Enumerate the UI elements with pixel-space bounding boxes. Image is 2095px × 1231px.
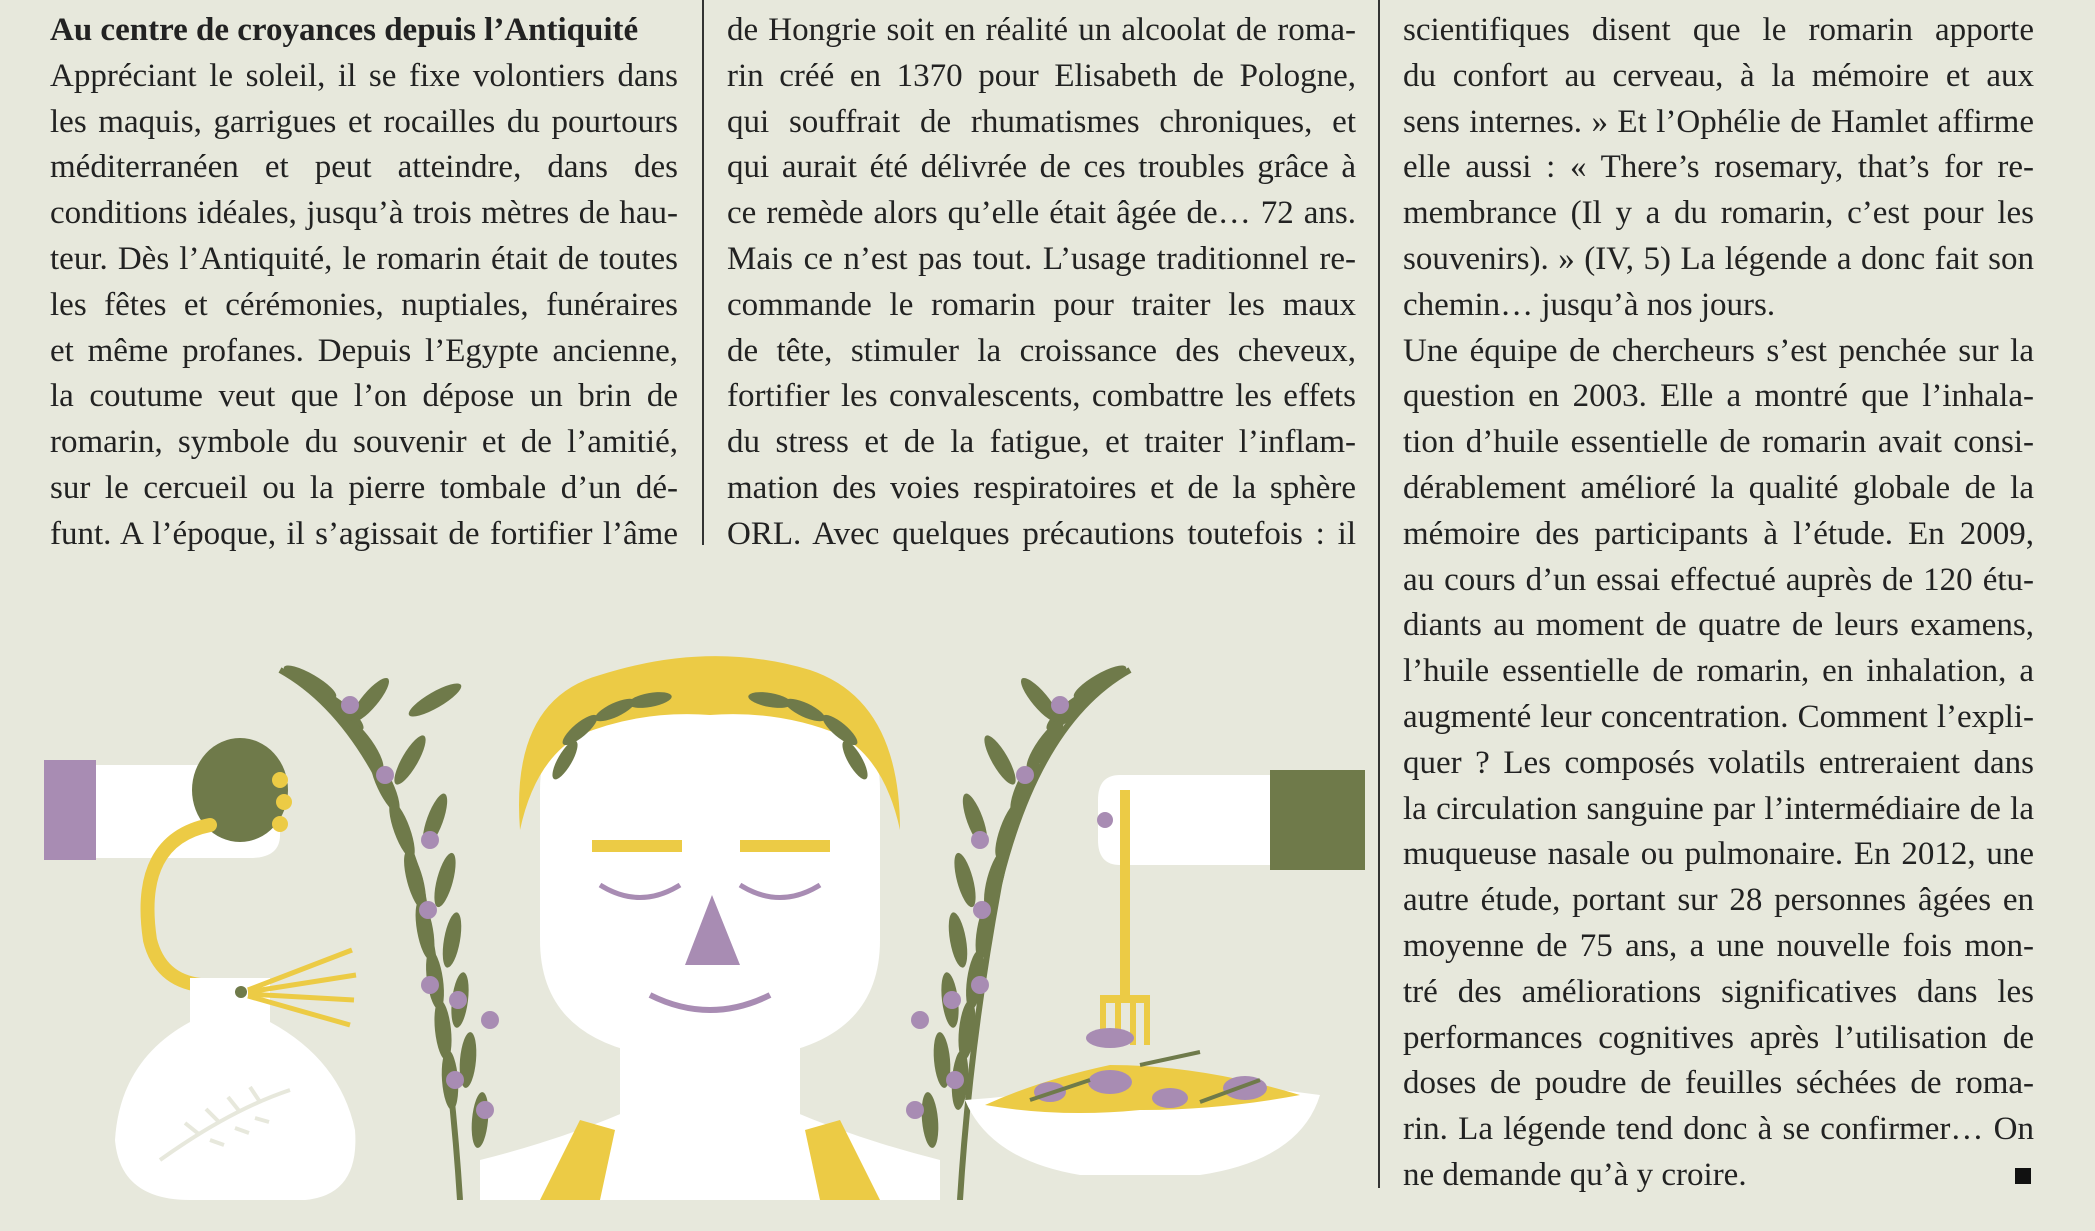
column-divider-1 (702, 0, 704, 545)
text-line: Appréciant le soleil, il se fixe volontiers dans (50, 57, 678, 94)
face-icon (480, 656, 940, 1200)
text-line: dérablement amélioré la qualité globale de la (1403, 469, 2034, 506)
text-line: l’huile essentielle de romarin, en inhalation, a (1403, 653, 2034, 690)
text-line: augmenté leur concentration. Comment l’expli- (1403, 698, 2034, 735)
text-line: qui souffrait de rhumatismes chroniques, et (727, 103, 1356, 140)
text-line: Mais ce n’est pas tout. L’usage traditionnel re- (727, 240, 1356, 277)
text-line: chemin… jusqu’à nos jours. (1403, 286, 1776, 323)
text-line: mémoire des participants à l’étude. En 2009, (1403, 515, 2034, 552)
end-of-article-mark (2015, 1168, 2031, 1184)
text-line: tré des améliorations significatives dans les (1403, 973, 2034, 1010)
column-1-paragraph (50, 54, 678, 558)
text-line: conditions idéales, jusqu’à trois mètres de hau- (50, 195, 678, 232)
text-line: diants au moment de quatre de leurs examens, (1403, 607, 2034, 644)
text-line: méditerranéen et peut atteindre, dans des (50, 149, 678, 186)
article-column-1 (50, 8, 678, 558)
text-line: funt. A l’époque, il s’agissait de fortifier l’âme (50, 515, 678, 552)
text-line: tion d’huile essentielle de romarin avait consi- (1403, 424, 2034, 461)
column-2-paragraph (727, 8, 1356, 558)
text-line: qui aurait été délivrée de ces troubles grâce à (727, 149, 1356, 186)
text-line: fortifier les convalescents, combattre les effets (727, 378, 1356, 415)
text-line: du confort au cerveau, à la mémoire et aux (1403, 57, 2034, 94)
text-line: mation des voies respiratoires et de la sphère (727, 469, 1356, 506)
text-line: les fêtes et cérémonies, nuptiales, funéraires (50, 286, 678, 323)
text-line: quer ? Les composés volatils entreraient dans (1403, 744, 2034, 781)
rosemary-illustration (40, 640, 1370, 1200)
column-3-paragraph-1 (1403, 8, 2034, 329)
text-line: muqueuse nasale ou pulmonaire. En 2012, une (1403, 836, 2034, 873)
text-line: performances cognitives après l’utilisation de (1403, 1019, 2034, 1056)
text-line: sens internes. » Et l’Ophélie de Hamlet affirme (1403, 103, 2034, 140)
text-line: ORL. Avec quelques précautions toutefois : il (727, 515, 1356, 552)
text-line: au cours d’un essai effectué auprès de 120 étu- (1403, 561, 2034, 598)
text-line: ce remède alors qu’elle était âgée de… 72 ans. (727, 195, 1356, 232)
text-line: Une équipe de chercheurs s’est penchée sur la (1403, 332, 2034, 369)
hand-icon (1098, 770, 1365, 870)
text-line: question en 2003. Elle a montré que l’inhala- (1403, 378, 2034, 415)
text-line: elle aussi : « There’s rosemary, that’s for re- (1403, 149, 2034, 186)
text-line: scientifiques disent que le romarin apporte (1403, 12, 2034, 48)
text-line: souvenirs). » (IV, 5) La légende a donc fait son (1403, 240, 2034, 277)
text-line: de Hongrie soit en réalité un alcoolat de roma- (727, 12, 1356, 48)
text-line: autre étude, portant sur 28 personnes âgées en (1403, 882, 2034, 919)
article-column-3 (1403, 8, 2034, 1199)
text-line: sur le cercueil ou la pierre tombale d’un dé- (50, 469, 678, 506)
text-line: du stress et de la fatigue, et traiter l’inflam- (727, 424, 1356, 461)
section-heading: Au centre de croyances depuis l’Antiquité (50, 12, 639, 48)
text-line: commande le romarin pour traiter les maux (727, 286, 1356, 323)
text-line: moyenne de 75 ans, a une nouvelle fois mon- (1403, 927, 2034, 964)
text-line: la coutume veut que l’on dépose un brin de (50, 378, 678, 415)
text-line: teur. Dès l’Antiquité, le romarin était de toutes (50, 240, 678, 277)
text-line: de tête, stimuler la croissance des cheveux, (727, 332, 1356, 369)
text-line: ne demande qu’à y croire. (1403, 1156, 1747, 1193)
text-line: rin. La légende tend donc à se confirmer… On (1403, 1111, 2034, 1148)
text-line: doses de poudre de feuilles séchées de roma- (1403, 1065, 2034, 1102)
text-line: et même profanes. Depuis l’Egypte ancienne, (50, 332, 678, 369)
column-divider-2 (1378, 0, 1380, 1188)
text-line: les maquis, garrigues et rocailles du pourtours (50, 103, 678, 140)
text-line: romarin, symbole du souvenir et de l’amitié, (50, 424, 678, 461)
column-3-paragraph-2 (1403, 329, 2034, 1199)
text-line: la circulation sanguine par l’intermédiaire de la (1403, 790, 2034, 827)
article-column-2 (727, 8, 1356, 558)
text-line: rin créé en 1370 pour Elisabeth de Pologne, (727, 57, 1356, 94)
pasta-plate-icon (965, 1028, 1320, 1175)
text-line: membrance (Il y a du romarin, c’est pour les (1403, 195, 2034, 232)
